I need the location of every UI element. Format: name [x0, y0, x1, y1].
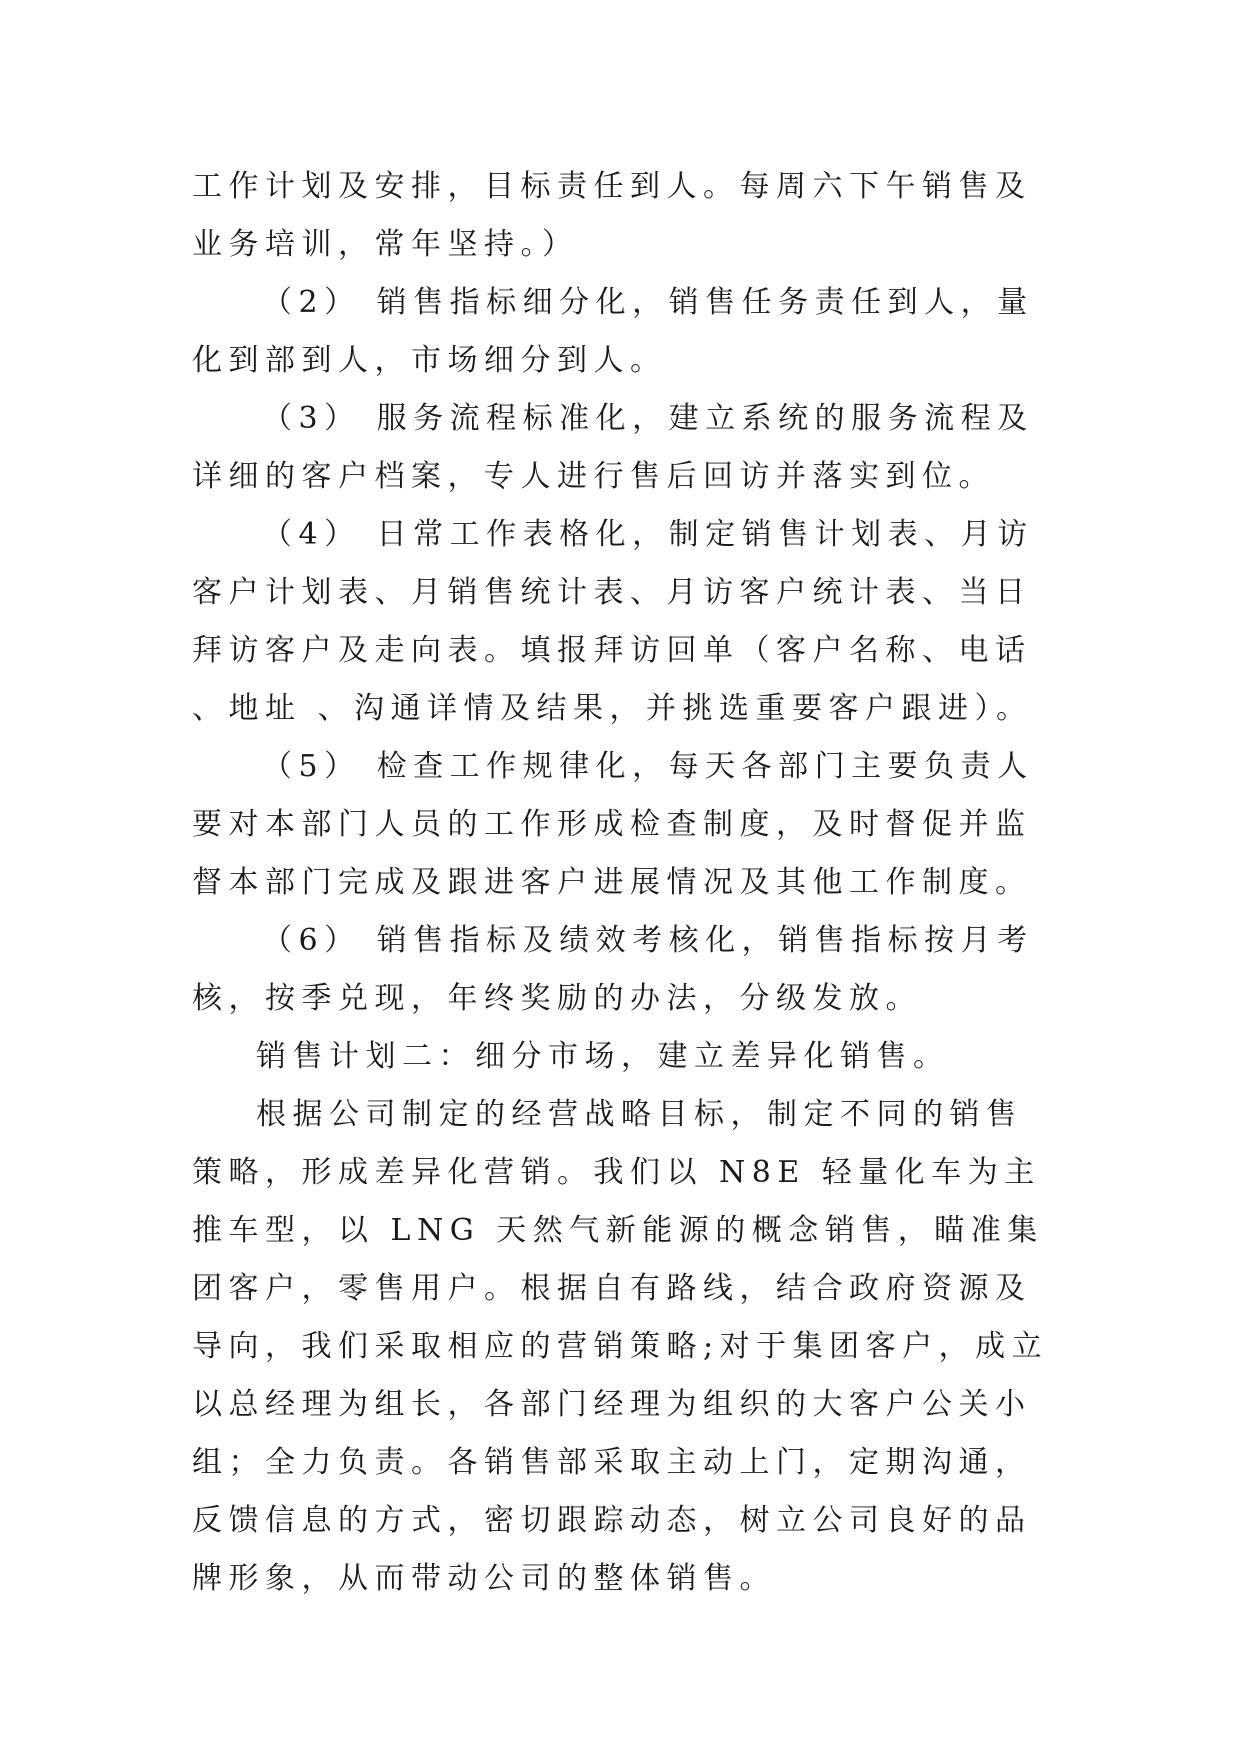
paragraph-item-3: （3） 服务流程标准化，建立系统的服务流程及详细的客户档案，专人进行售后回访并落实到位。	[192, 401, 1034, 494]
paragraph-item-4: （4） 日常工作表格化，制定销售计划表、月访客户计划表、月销售统计表、月访客户统计表、当日拜访客户及走向表。填报拜访回单（客户名称、电话 、地址 、沟通详情及结果，并挑选重要客户跟进）。	[192, 517, 1034, 726]
paragraph-item-6: （6） 销售指标及绩效考核化，销售指标按月考核，按季兑现，年终奖励的办法，分级发放。	[192, 923, 1034, 1016]
document-body	[192, 158, 1052, 1608]
section-heading-plan-two: 销售计划二：细分市场，建立差异化销售。	[256, 1039, 950, 1074]
paragraph-strategy: 根据公司制定的经营战略目标，制定不同的销售策略，形成差异化营销。我们以 N8E 轻量化车为主推车型，以 LNG 天然气新能源的概念销售，瞄准集团客户，零售用户。根据自有路线，结合政府资源及导向，我们采取相应的营销策略;对于集团客户，成立以总经理为组长，各部门经理为组织的大客户公关小组；全力负责。各销售部采取主动上门，定期沟通，反馈信息的方式，密切跟踪动态，树立公司良好的品牌形象，从而带动公司的整体销售。	[192, 1097, 1049, 1596]
paragraph-item-5: （5） 检查工作规律化，每天各部门主要负责人要对本部门人员的工作形成检查制度，及时督促并监督本部门完成及跟进客户进展情况及其他工作制度。	[192, 749, 1034, 900]
paragraph-item-2: （2） 销售指标细分化，销售任务责任到人，量化到部到人，市场细分到人。	[192, 285, 1034, 378]
paragraph-continuation: 工作计划及安排，目标责任到人。每周六下午销售及业务培训，常年坚持。）	[192, 169, 1032, 262]
